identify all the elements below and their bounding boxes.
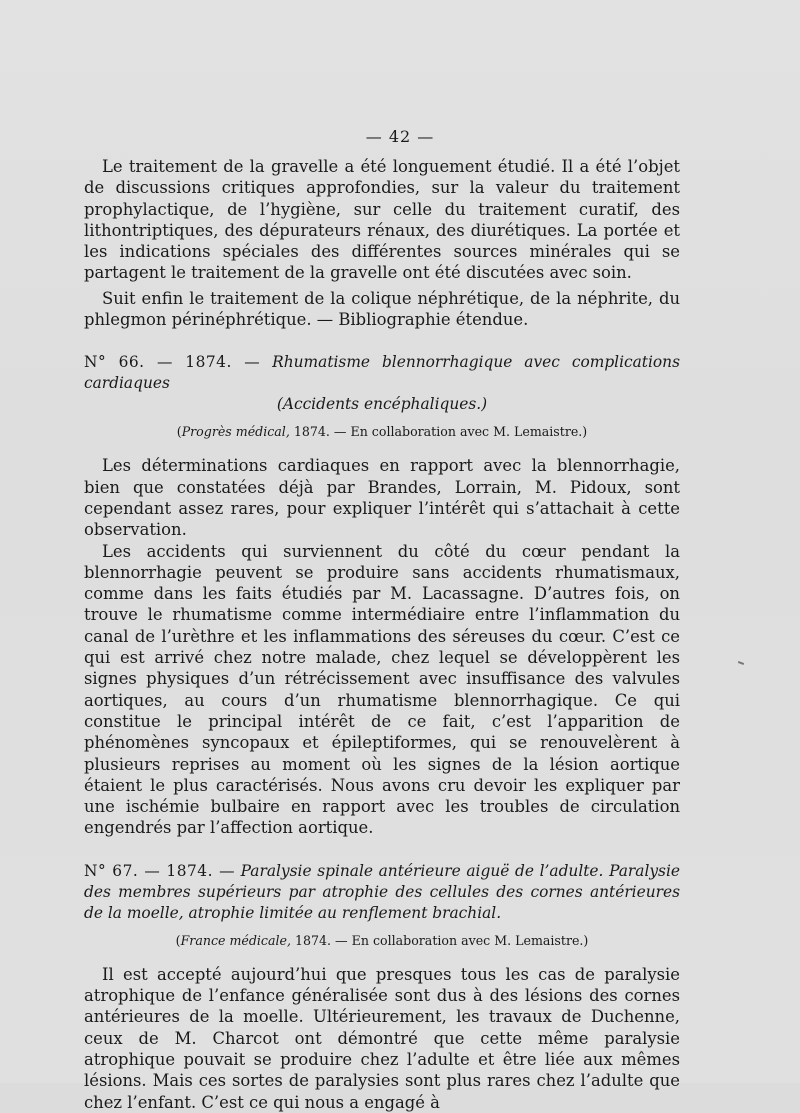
- paragraph: Il est accepté aujourd’hui que presques tous les cas de paralysie atrophique de l’enfance généralisée sont dus à des lésions des cornes antérieures de la moelle. Ultérieurement, les travaux de Duchenne, ceux de M. Charcot ont démontré que cette même paralysie atrophique pouvait se produire chez l’adulte et être liée aux mêmes lésions. Mais ces sortes de paralysies sont plus rares chez l’adulte que chez l’enfant. C’est ce qui nous a engagé à: [84, 964, 680, 1112]
- paragraph: Le traitement de la gravelle a été longuement étudié. Il a été l’objet de discussions critiques approfondies, sur la valeur du traitement prophylactique, de l’hygiène, sur celle du traitement curatif, des lithontriptiques, des dépurateurs rénaux, des diurétiques. La portée et les indications spéciales des différentes sources minérales qui se partagent le traitement de la gravelle ont été discutées avec soin.: [84, 157, 680, 283]
- page-number: — 42 —: [365, 127, 435, 146]
- entry-66-heading: [84, 352, 680, 415]
- entry-number: N° 66. — 1874. —: [84, 353, 261, 372]
- paragraph: Les accidents qui surviennent du côté du cœur pendant la blennorrhagie peuvent se produire sans accidents rhumatismaux, comme dans les faits étudiés par M. Lacassagne. D’autres fois, on trouve le rhumatisme comme intermédiaire entre l’inflammation du canal de l’urèthre et les inflammations des séreuses du cœur. C’est ce qui est arrivé chez notre malade, chez lequel se développèrent les signes physiques d’un rétrécissement avec insuffisance des valvules aortiques, au cours d’un rhumatisme blennorrhagique. Ce qui constitue le principal intérêt de ce fait, c’est l’apparition de phénomènes syncopaux et épileptiformes, qui se renouvelèrent à plusieurs reprises au moment où les signes de la lésion aortique étaient le plus caractérisés. Nous avons cru devoir les expliquer par une ischémie bulbaire en rapport avec les troubles de circulation engendrés par l’affection aortique.: [84, 541, 680, 838]
- entry-title: Paralysie spinale antérieure aiguë de l’adulte. Paralysie des membres supérieurs par atrophie des cellules des cornes antérieures de la moelle, atrophie limitée au renflement brachial.: [84, 861, 680, 922]
- entry-67-heading: [84, 861, 680, 924]
- paragraph: Suit enfin le traitement de la colique néphrétique, de la néphrite, du phlegmon périnéphrétique. — Bibliographie étendue.: [84, 288, 680, 330]
- entry-66-source: [84, 423, 680, 441]
- source-rest: 1874. — En collaboration avec M. Lemaistre.): [290, 932, 589, 948]
- source-open: (: [175, 932, 181, 948]
- entry-title: Rhumatisme blennorrhagique avec complications cardiaques: [84, 353, 680, 393]
- source-open: (: [176, 424, 182, 440]
- entry-subtitle: (Accidents encéphaliques.): [276, 395, 488, 414]
- paragraph: Les déterminations cardiaques en rapport avec la blennorrhagie, bien que constatées déjà par Brandes, Lorrain, M. Pidoux, sont cependant assez rares, pour expliquer l’intérêt qui s’attachait à cette observation.: [84, 456, 680, 540]
- entry-67-source: [84, 932, 680, 950]
- ink-speck: [738, 661, 744, 665]
- text-column: [84, 150, 680, 1113]
- source-journal: Progrès médical,: [181, 424, 290, 440]
- source-rest: 1874. — En collaboration avec M. Lemaistre.): [289, 424, 588, 440]
- entry-number: N° 67. — 1874. —: [84, 861, 235, 880]
- source-journal: France médicale,: [180, 932, 291, 948]
